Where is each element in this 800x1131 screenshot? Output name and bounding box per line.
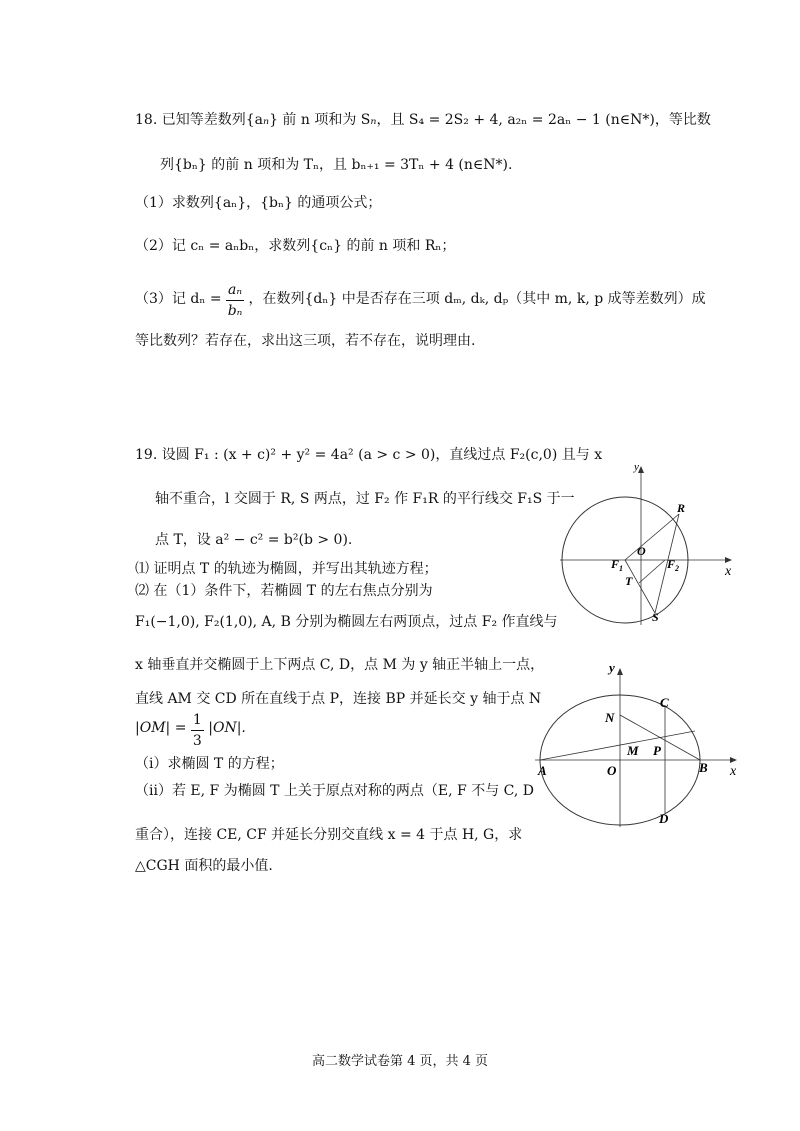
- y-axis-arrow: [638, 466, 644, 473]
- q19-part2e-fraction: [191, 710, 204, 751]
- q19-sub2b: 重合），连接 CE, CF 并延长分别交直线 x = 4 于点 H, G，求: [135, 827, 523, 843]
- fig2-label-c: C: [660, 695, 669, 710]
- q19-line1: 19. 设圆 F₁ : (x + c)² + y² = 4a² (a > c > 0)，直线过点 F₂(c,0) 且与 x: [135, 447, 603, 463]
- fig1-label-f1: $F_1$: [611, 557, 624, 573]
- q18-part1: （1）求数列{aₙ}，{bₙ} 的通项公式；: [135, 195, 382, 211]
- q19-part2b: F₁(−1,0), F₂(1,0), A, B 分别为椭圆左右两顶点，过点 F₂ 作直线与: [135, 614, 558, 630]
- q19-sub1: （i）求椭圆 T 的方程；: [135, 756, 284, 772]
- q18-part3-c: 等比数列？若存在，求出这三项，若不存在，说明理由.: [135, 333, 476, 349]
- q19-sub2: （ii）若 E, F 为椭圆 T 上关于原点对称的两点（E, F 不与 C, D: [135, 783, 534, 799]
- q19-line3: 点 T，设 a² − c² = b²(b > 0).: [155, 532, 353, 548]
- fig2-label-y: y: [609, 660, 615, 675]
- q19-part2e-b: |ON|.: [208, 720, 246, 736]
- x-axis-arrow: [730, 757, 737, 763]
- q19-line2: 轴不重合，l 交圆于 R, S 两点，过 F₂ 作 F₁R 的平行线交 F₁S 于一: [155, 491, 575, 507]
- q18-line1-b: } 前 n 项和为 S: [269, 112, 371, 128]
- fig2-label-a: A: [538, 763, 547, 778]
- page-footer: 高二数学试卷第 4 页，共 4 页: [311, 1054, 489, 1069]
- fig1-label-t: T: [625, 574, 633, 588]
- q18-part3-num: aₙ: [226, 280, 244, 301]
- fig2-label-o: O: [607, 763, 617, 778]
- q18-part2: （2）记 cₙ = aₙbₙ，求数列{cₙ} 的前 n 项和 Rₙ；: [135, 238, 456, 254]
- q19-part2e: [135, 710, 246, 750]
- segment-f2-t: [639, 560, 665, 583]
- q19-part2e-a: |OM| =: [135, 720, 191, 736]
- fig2-label-n: N: [605, 710, 615, 725]
- fig2-label-d: D: [659, 811, 669, 826]
- x-axis-arrow: [725, 557, 732, 563]
- q19-part2e-den: 3: [192, 733, 202, 749]
- q19-part2: ⑵ 在（1）条件下，若椭圆 T 的左右焦点分别为: [135, 583, 433, 599]
- q18-part3-b: ，在数列{dₙ} 中是否存在三项 dₘ, dₖ, dₚ（其中 m, k, p 成等差数列）成: [248, 291, 706, 307]
- q19-part2e-num: 1: [191, 710, 204, 731]
- q18-part3-fraction: [226, 280, 244, 321]
- fig1-label-x: x: [725, 564, 732, 579]
- line-a-m: [540, 731, 695, 760]
- q19-part2d: 直线 AM 交 CD 所在直线于点 P，连接 BP 并延长交 y 轴于点 N: [135, 691, 542, 707]
- q18-part3: [135, 280, 706, 320]
- fig2-label-x: x: [730, 764, 737, 779]
- q18-line1: 18. 已知等差数列{aₙ} 前 n 项和为 Sₙ，且 S₄ = 2S₂ + 4, a₂ₙ = 2aₙ − 1 (n∈N*)，等比数: [135, 112, 711, 128]
- q19-part2c: x 轴垂直并交椭圆于上下两点 C, D，点 M 为 y 轴正半轴上一点，: [135, 657, 545, 673]
- figure-ellipse-diagram: [535, 655, 750, 830]
- q19-part1: ⑴ 证明点 T 的轨迹为椭圆，并写出其轨迹方程；: [135, 561, 438, 577]
- fig1-label-r: R: [677, 501, 686, 515]
- q19-sub2c: △CGH 面积的最小值.: [135, 858, 273, 874]
- q18-line1-c: ，且 S₄ = 2S₂ + 4, a₂ₙ = 2aₙ − 1 (n∈N*)，等比数: [376, 112, 711, 128]
- fig2-label-p: P: [653, 743, 661, 758]
- fig1-label-f2: $F_2$: [667, 557, 680, 573]
- fig1-label-o: O: [637, 544, 646, 558]
- fig2-label-b: B: [699, 760, 708, 775]
- fig1-label-y: y: [634, 461, 639, 473]
- segment-f1-r: [625, 514, 679, 560]
- q18-part3-a: （3）记 dₙ =: [135, 291, 227, 307]
- q18-part3-den: bₙ: [227, 303, 243, 319]
- figure-circle-diagram: [555, 455, 745, 630]
- y-axis-arrow: [617, 668, 623, 675]
- q18-line1-a: 18. 已知等差数列{a: [135, 112, 263, 128]
- fig1-label-s: S: [652, 610, 659, 624]
- q18-line2: 列{bₙ} 的前 n 项和为 Tₙ，且 bₙ₊₁ = 3Tₙ + 4 (n∈N*).: [160, 157, 513, 173]
- fig2-label-m: M: [627, 743, 639, 758]
